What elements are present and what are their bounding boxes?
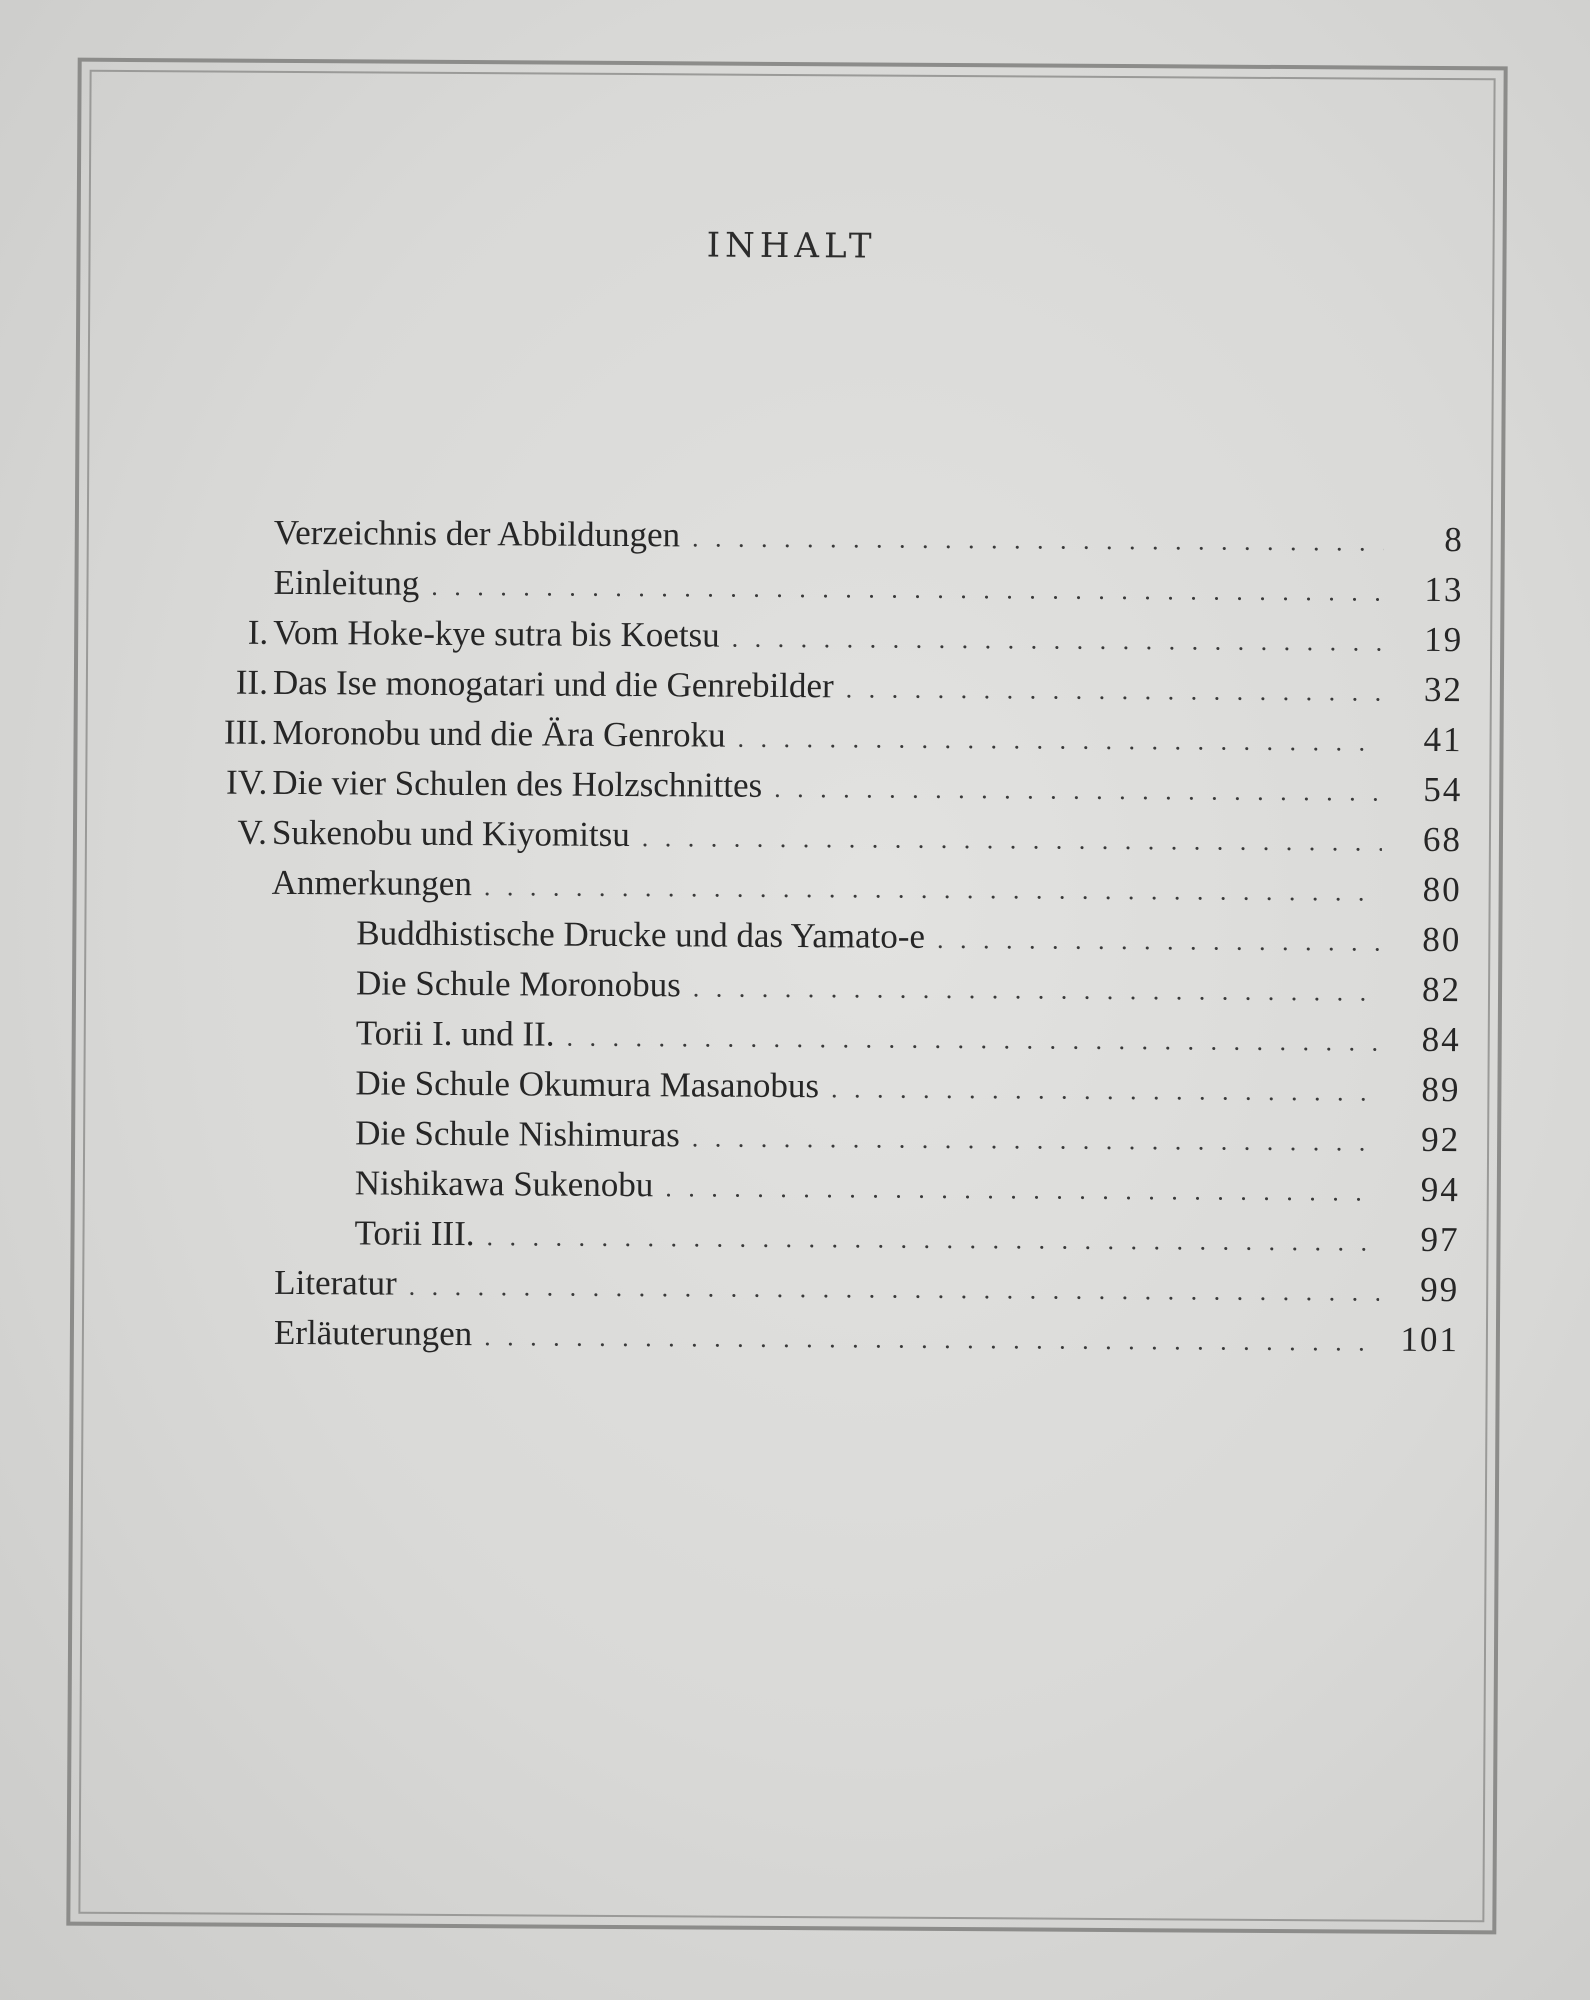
dot-leader: [409, 1272, 1380, 1308]
toc-entry: [274, 1313, 1459, 1368]
dot-leader: [737, 724, 1382, 758]
toc-entry-page: 80: [1422, 869, 1462, 910]
toc-entry-label: Die Schule Moronobus: [355, 963, 681, 1005]
toc-entry-page: 19: [1424, 619, 1464, 660]
toc-entry-label: Verzeichnis der Abbildungen: [273, 512, 681, 555]
toc-entry-page: 97: [1420, 1219, 1460, 1260]
toc-entry-page: 68: [1422, 819, 1463, 860]
toc-entry-number: IV.: [226, 762, 268, 802]
toc-entry-page: 92: [1421, 1119, 1461, 1160]
toc-subentry: [354, 1213, 1459, 1268]
toc-entry-page: 32: [1423, 669, 1464, 710]
toc-entry-page: 54: [1423, 769, 1463, 810]
toc-entry-label: Sukenobu und Kiyomitsu: [271, 812, 630, 855]
toc-entry-page: 94: [1420, 1169, 1460, 1210]
toc-entry-number: III.: [223, 712, 268, 752]
toc-entry: [273, 663, 1463, 718]
toc-entry-number: V.: [237, 812, 268, 852]
dot-leader: [486, 1222, 1379, 1257]
toc-subentry: [356, 963, 1461, 1018]
page-title: INHALT: [706, 225, 877, 267]
dot-leader: [732, 624, 1384, 658]
toc-entry-page: 82: [1421, 969, 1462, 1010]
toc-entry-label: Vom Hoke-kye sutra bis Koetsu: [273, 612, 720, 655]
toc-entry: [274, 513, 1464, 568]
dot-leader: [642, 823, 1382, 858]
toc-entry-label: Erläuterungen: [273, 1312, 473, 1354]
toc-entry-page: 84: [1421, 1019, 1461, 1060]
toc-entry-number: II.: [235, 662, 269, 702]
dot-leader: [774, 774, 1382, 808]
dot-leader: [484, 872, 1382, 907]
toc-entry: [272, 813, 1462, 868]
dot-leader: [846, 674, 1383, 707]
toc-subentry: [356, 1013, 1461, 1068]
toc-entry: [274, 1263, 1459, 1318]
toc-entry-number: I.: [247, 612, 269, 652]
toc-entry-page: 99: [1420, 1269, 1460, 1310]
toc-entry-label: Anmerkungen: [271, 862, 473, 904]
toc-subentry: [356, 913, 1461, 968]
dot-leader: [431, 572, 1383, 608]
toc-entry: [273, 563, 1463, 618]
toc-subentry: [355, 1113, 1460, 1168]
toc-entry-label: Das Ise monogatari und die Genrebilder: [272, 662, 834, 706]
dot-leader: [692, 523, 1384, 557]
toc-entry: [272, 713, 1462, 768]
toc-entry-label: Die Schule Nishimuras: [355, 1113, 680, 1155]
toc-subentry: [355, 1063, 1460, 1118]
toc-entry-page: 89: [1421, 1069, 1461, 1110]
toc-entry-label: Literatur: [274, 1262, 397, 1303]
table-of-contents: [70, 62, 1511, 1939]
toc-entry-label: Einleitung: [273, 562, 420, 603]
toc-entry-label: Buddhistische Drucke und das Yamato-e: [356, 913, 926, 956]
toc-entry: [272, 763, 1462, 818]
toc-entry-page: 101: [1400, 1319, 1460, 1360]
toc-entry-page: 80: [1422, 919, 1462, 960]
dot-leader: [937, 925, 1382, 958]
toc-entry-page: 8: [1444, 520, 1464, 560]
toc-entry-label: Torii I. und II.: [355, 1013, 555, 1054]
toc-subentry: [355, 1163, 1460, 1218]
toc-entry-number: [147, 862, 267, 863]
toc-entry-label: Die Schule Okumura Masanobus: [355, 1063, 820, 1106]
dot-leader: [665, 1173, 1380, 1207]
toc-entry-page: 41: [1423, 719, 1463, 760]
toc-entry-label: Nishikawa Sukenobu: [354, 1163, 654, 1205]
toc-entry-number: [149, 562, 269, 563]
dot-leader: [692, 1123, 1380, 1157]
toc-entry-label: Torii III.: [354, 1213, 475, 1254]
dot-leader: [566, 1023, 1380, 1058]
toc-entry-number: [149, 512, 269, 513]
dot-leader: [693, 973, 1381, 1007]
dot-leader: [831, 1074, 1381, 1107]
toc-entry: [273, 613, 1463, 668]
toc-entry-label: Die vier Schulen des Holzschnittes: [272, 762, 763, 805]
page-border-frame: [66, 58, 1507, 1935]
toc-entry-page: 13: [1424, 569, 1464, 610]
toc-entry-label: Moronobu und die Ära Genroku: [272, 712, 726, 755]
toc-entry: [272, 863, 1462, 918]
dot-leader: [484, 1322, 1379, 1357]
